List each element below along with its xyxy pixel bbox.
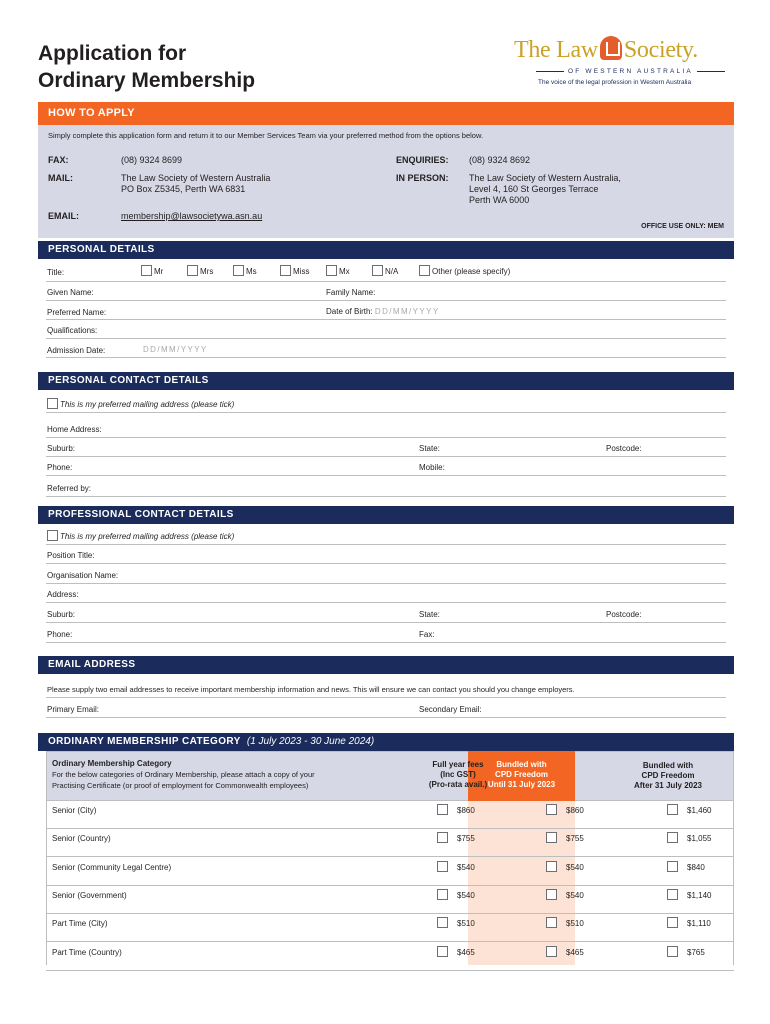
checkbox[interactable] — [546, 889, 557, 900]
checkbox[interactable] — [437, 804, 448, 815]
fee-amount: $1,110 — [687, 919, 711, 928]
checkbox[interactable] — [667, 832, 678, 843]
organisation-name-field[interactable] — [46, 583, 726, 584]
fee-option-p3[interactable] — [667, 832, 711, 843]
title-option-mrs[interactable]: Mrs — [187, 265, 213, 276]
fee-option-p1[interactable] — [437, 889, 475, 900]
fee-option-p3[interactable] — [667, 889, 711, 900]
checkbox[interactable] — [326, 265, 337, 276]
fee-option-p1[interactable] — [437, 861, 475, 872]
checkbox[interactable] — [437, 917, 448, 928]
table-row — [46, 801, 734, 829]
position-title-field[interactable] — [46, 563, 726, 564]
checkbox[interactable] — [546, 946, 557, 957]
category-name: Part Time (Country) — [52, 948, 122, 957]
email-label: EMAIL: — [48, 211, 79, 221]
given-name-field[interactable] — [46, 300, 726, 301]
suburb-label: Suburb: — [47, 444, 76, 453]
divider — [46, 544, 726, 545]
checkbox[interactable] — [667, 804, 678, 815]
checkbox[interactable] — [280, 265, 291, 276]
primary-email-label: Primary Email: — [47, 705, 100, 714]
category-name: Part Time (City) — [52, 919, 108, 928]
membership-email-link[interactable]: membership@lawsocietywa.asn.au — [121, 211, 263, 221]
preferred-name-field[interactable] — [46, 319, 726, 320]
fee-option-p1[interactable] — [437, 917, 475, 928]
fee-amount: $765 — [687, 948, 705, 957]
fee-amount: $755 — [457, 834, 475, 843]
title-option-ms[interactable]: Ms — [233, 265, 257, 276]
checkbox[interactable] — [233, 265, 244, 276]
fee-amount: $1,460 — [687, 806, 712, 815]
fee-option-p3[interactable] — [667, 917, 711, 928]
phone-field[interactable] — [46, 642, 726, 643]
position-title-label: Position Title: — [47, 551, 95, 560]
organisation-name-label: Organisation Name: — [47, 571, 119, 580]
fee-amount: $840 — [687, 863, 705, 872]
personal-contact-heading: PERSONAL CONTACT DETAILS — [38, 372, 734, 390]
dob-label: Date of Birth: DD/MM/YYYY — [326, 307, 440, 316]
home-address-label: Home Address: — [47, 425, 102, 434]
checkbox[interactable] — [667, 917, 678, 928]
title-option-miss[interactable]: Miss — [280, 265, 309, 276]
category-name: Senior (Government) — [52, 891, 127, 900]
fee-amount: $465 — [457, 948, 475, 957]
referred-by-field[interactable] — [46, 496, 726, 497]
personal-preferred-mailing[interactable]: This is my preferred mailing address (please tick) — [47, 398, 234, 409]
fee-amount: $465 — [566, 948, 584, 957]
admission-date-field[interactable] — [46, 357, 726, 358]
phone-field[interactable] — [46, 475, 726, 476]
page-title-line1: Application for — [38, 42, 187, 65]
fee-option-p1[interactable] — [437, 832, 475, 843]
home-address-field[interactable] — [46, 437, 726, 438]
checkbox[interactable] — [372, 265, 383, 276]
fee-option-p2[interactable] — [546, 889, 584, 900]
checkbox[interactable] — [47, 530, 58, 541]
fee-amount: $860 — [457, 806, 475, 815]
fee-option-p1[interactable] — [437, 946, 475, 957]
postcode-label: Postcode: — [606, 444, 642, 453]
checkbox[interactable] — [419, 265, 430, 276]
checkbox[interactable] — [437, 832, 448, 843]
how-to-apply-panel — [38, 125, 734, 238]
admission-date-placeholder[interactable]: DD/MM/YYYY — [143, 345, 208, 354]
fee-amount: $540 — [457, 891, 475, 900]
col-cpd-after-header: Bundled with CPD Freedom After 31 July 2023 — [633, 761, 703, 790]
suburb-label: Suburb: — [47, 610, 76, 619]
phone-label: Phone: — [47, 630, 73, 639]
mail-label: MAIL: — [48, 173, 73, 183]
fee-amount: $860 — [566, 806, 584, 815]
checkbox[interactable] — [667, 946, 678, 957]
admission-date-label: Admission Date: — [47, 346, 106, 355]
state-label: State: — [419, 610, 440, 619]
title-option-other[interactable]: Other (please specify) — [419, 265, 510, 276]
checkbox[interactable] — [546, 832, 557, 843]
page-title — [38, 40, 255, 94]
fee-amount: $540 — [566, 863, 584, 872]
category-name: Senior (Country) — [52, 834, 111, 843]
office-use-only: OFFICE USE ONLY: MEM — [641, 223, 724, 230]
professional-preferred-mailing[interactable]: This is my preferred mailing address (please tick) — [47, 530, 234, 541]
fee-amount: $1,055 — [687, 834, 712, 843]
qualifications-field[interactable] — [46, 338, 726, 339]
phone-label: Phone: — [47, 463, 73, 472]
logo-tagline: The voice of the legal profession in Western Australia — [538, 79, 692, 86]
address-field[interactable] — [46, 602, 726, 603]
checkbox[interactable] — [437, 889, 448, 900]
table-row — [46, 943, 734, 971]
professional-contact-heading: PROFESSIONAL CONTACT DETAILS — [38, 506, 734, 524]
table-row — [46, 914, 734, 942]
divider — [46, 412, 726, 413]
enquiries-value: (08) 9324 8692 — [469, 155, 531, 165]
category-name: Senior (City) — [52, 806, 97, 815]
fee-option-p2[interactable] — [546, 804, 584, 815]
col-cpd-until-header: Bundled with CPD Freedom Until 31 July 2023 — [487, 760, 556, 789]
title-option-na[interactable]: N/A — [372, 265, 398, 276]
personal-details-heading: PERSONAL DETAILS — [38, 241, 734, 259]
dob-placeholder[interactable]: DD/MM/YYYY — [374, 307, 440, 316]
email-intro: Please supply two email addresses to receive important membership information and news. This will ensure we can contact you should you change employers. — [47, 685, 575, 694]
crest-icon — [600, 36, 622, 60]
law-society-logo — [514, 36, 734, 90]
how-to-apply-intro: Simply complete this application form and return it to our Member Services Team via your preferred method from the options below. — [48, 131, 484, 140]
page-title-line2: Ordinary Membership — [38, 69, 256, 92]
address-label: Address: — [47, 590, 79, 599]
fax-value: (08) 9324 8699 — [121, 155, 183, 165]
category-description: Ordinary Membership Category For the below categories of Ordinary Membership, please attach a copy of your Practising Certificate (or proof of employment for Commonwealth employees) — [52, 759, 315, 790]
category-name: Senior (Community Legal Centre) — [52, 863, 172, 872]
title-option-mx[interactable]: Mx — [326, 265, 350, 276]
postcode-label: Postcode: — [606, 610, 642, 619]
family-name-label: Family Name: — [326, 288, 376, 297]
fee-option-p3[interactable] — [667, 946, 705, 957]
table-row — [46, 886, 734, 914]
qualifications-label: Qualifications: — [47, 326, 98, 335]
suburb-field[interactable] — [46, 622, 726, 623]
fee-amount: $1,140 — [687, 891, 712, 900]
mail-address: The Law Society of Western Australia PO Box Z5345, Perth WA 6831 — [121, 173, 271, 194]
in-person-label: IN PERSON: — [396, 173, 449, 183]
table-row — [46, 829, 734, 857]
divider — [46, 281, 726, 282]
suburb-field[interactable] — [46, 456, 726, 457]
fee-amount: $510 — [457, 919, 475, 928]
logo-name-left: The Law — [514, 37, 598, 63]
in-person-address: The Law Society of Western Australia, Level 4, 160 St Georges Terrace Perth WA 6000 — [469, 173, 621, 205]
checkbox[interactable] — [546, 917, 557, 928]
checkbox[interactable] — [187, 265, 198, 276]
primary-email-field[interactable] — [46, 717, 726, 718]
mobile-label: Mobile: — [419, 463, 445, 472]
fee-option-p3[interactable] — [667, 861, 705, 872]
checkbox[interactable] — [141, 265, 152, 276]
email-address-heading: EMAIL ADDRESS — [38, 656, 734, 674]
checkbox[interactable] — [546, 861, 557, 872]
referred-by-label: Referred by: — [47, 484, 92, 493]
logo-name-right: Society. — [623, 37, 698, 63]
fee-option-p2[interactable] — [546, 861, 584, 872]
membership-period: (1 July 2023 - 30 June 2024) — [246, 736, 375, 747]
checkbox[interactable] — [546, 804, 557, 815]
fee-amount: $510 — [566, 919, 584, 928]
fee-option-p2[interactable] — [546, 917, 584, 928]
secondary-email-label: Secondary Email: — [419, 705, 482, 714]
fee-option-p2[interactable] — [546, 946, 584, 957]
title-label: Title: — [47, 268, 65, 277]
col-full-year-header: Full year fees (Inc GST) (Pro-rata avail.) — [428, 760, 488, 789]
state-label: State: — [419, 444, 440, 453]
membership-category-heading: ORDINARY MEMBERSHIP CATEGORY (1 July 2023 - 30 June 2024) — [38, 733, 734, 751]
checkbox[interactable] — [667, 889, 678, 900]
logo-name — [514, 36, 698, 64]
preferred-name-label: Preferred Name: — [47, 308, 107, 317]
divider — [46, 697, 726, 698]
how-to-apply-heading: HOW TO APPLY — [38, 102, 734, 125]
fee-amount: $540 — [457, 863, 475, 872]
fee-option-p2[interactable] — [546, 832, 584, 843]
checkbox[interactable] — [437, 946, 448, 957]
fax-label: Fax: — [419, 630, 435, 639]
given-name-label: Given Name: — [47, 288, 94, 297]
logo-subtitle: OF WESTERN AUSTRALIA — [532, 68, 728, 75]
checkbox[interactable] — [667, 861, 678, 872]
fee-option-p3[interactable] — [667, 804, 711, 815]
fax-label: FAX: — [48, 155, 69, 165]
checkbox[interactable] — [47, 398, 58, 409]
fee-amount: $540 — [566, 891, 584, 900]
checkbox[interactable] — [437, 861, 448, 872]
title-option-mr[interactable]: Mr — [141, 265, 163, 276]
fee-option-p1[interactable] — [437, 804, 475, 815]
enquiries-label: ENQUIRIES: — [396, 155, 449, 165]
fee-amount: $755 — [566, 834, 584, 843]
